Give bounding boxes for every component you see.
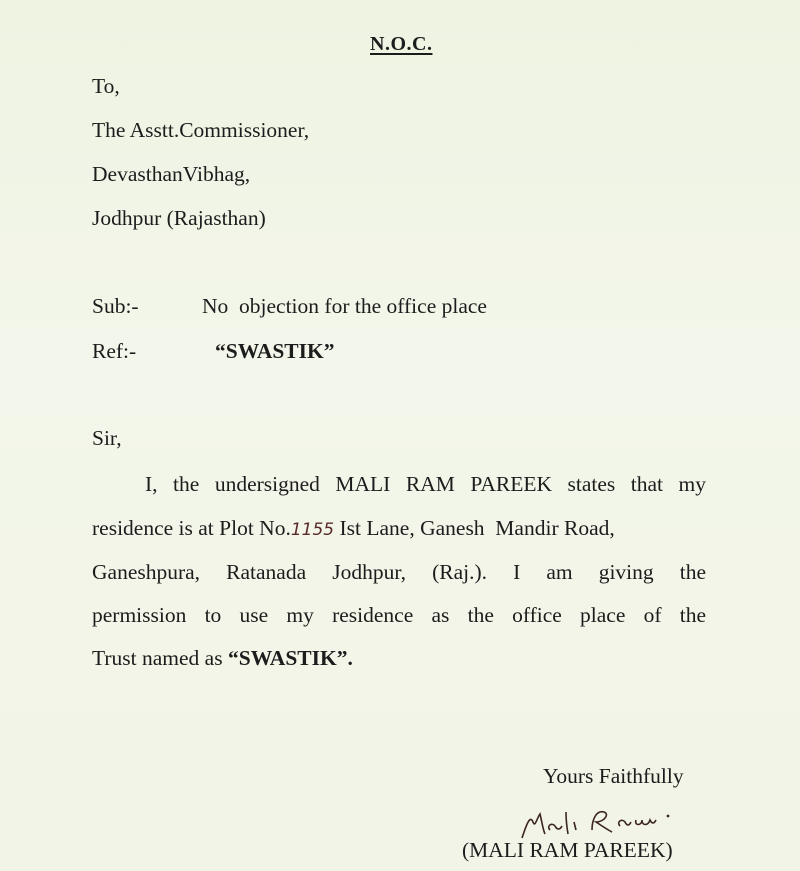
body-line-2-before: residence is at Plot No. — [92, 516, 291, 540]
address-line-3: Jodhpur (Rajasthan) — [92, 206, 266, 230]
subject-label: Sub:- — [92, 294, 139, 318]
body-line-3: Ganeshpura, Ratanada Jodhpur, (Raj.). I am giving the — [92, 560, 706, 584]
address-line-1: The Asstt.Commissioner, — [92, 118, 310, 142]
reference-text: “SWASTIK” — [215, 339, 335, 363]
body-line-5-before: Trust named as — [92, 646, 228, 670]
subject-text: No objection for the office place — [202, 294, 487, 318]
reference-label: Ref:- — [92, 339, 137, 363]
body-line-2 — [92, 515, 706, 543]
address-to: To, — [92, 74, 120, 98]
signatory-name: (MALI RAM PAREEK) — [462, 838, 673, 862]
body-line-1: I, the undersigned MALI RAM PAREEK states that my — [145, 472, 706, 496]
body-line-5 — [92, 645, 353, 671]
document-title: N.O.C. — [370, 33, 433, 55]
trust-name: “SWASTIK”. — [227, 646, 353, 670]
body-line-4: permission to use my residence as the office place of the — [92, 603, 706, 627]
address-line-2: DevasthanVibhag, — [92, 162, 251, 186]
body-line-2-after: Ist Lane, Ganesh Mandir Road, — [334, 516, 615, 540]
plot-number-handwritten: 1155 — [290, 520, 335, 540]
closing: Yours Faithfully — [543, 764, 684, 788]
salutation: Sir, — [92, 426, 122, 450]
